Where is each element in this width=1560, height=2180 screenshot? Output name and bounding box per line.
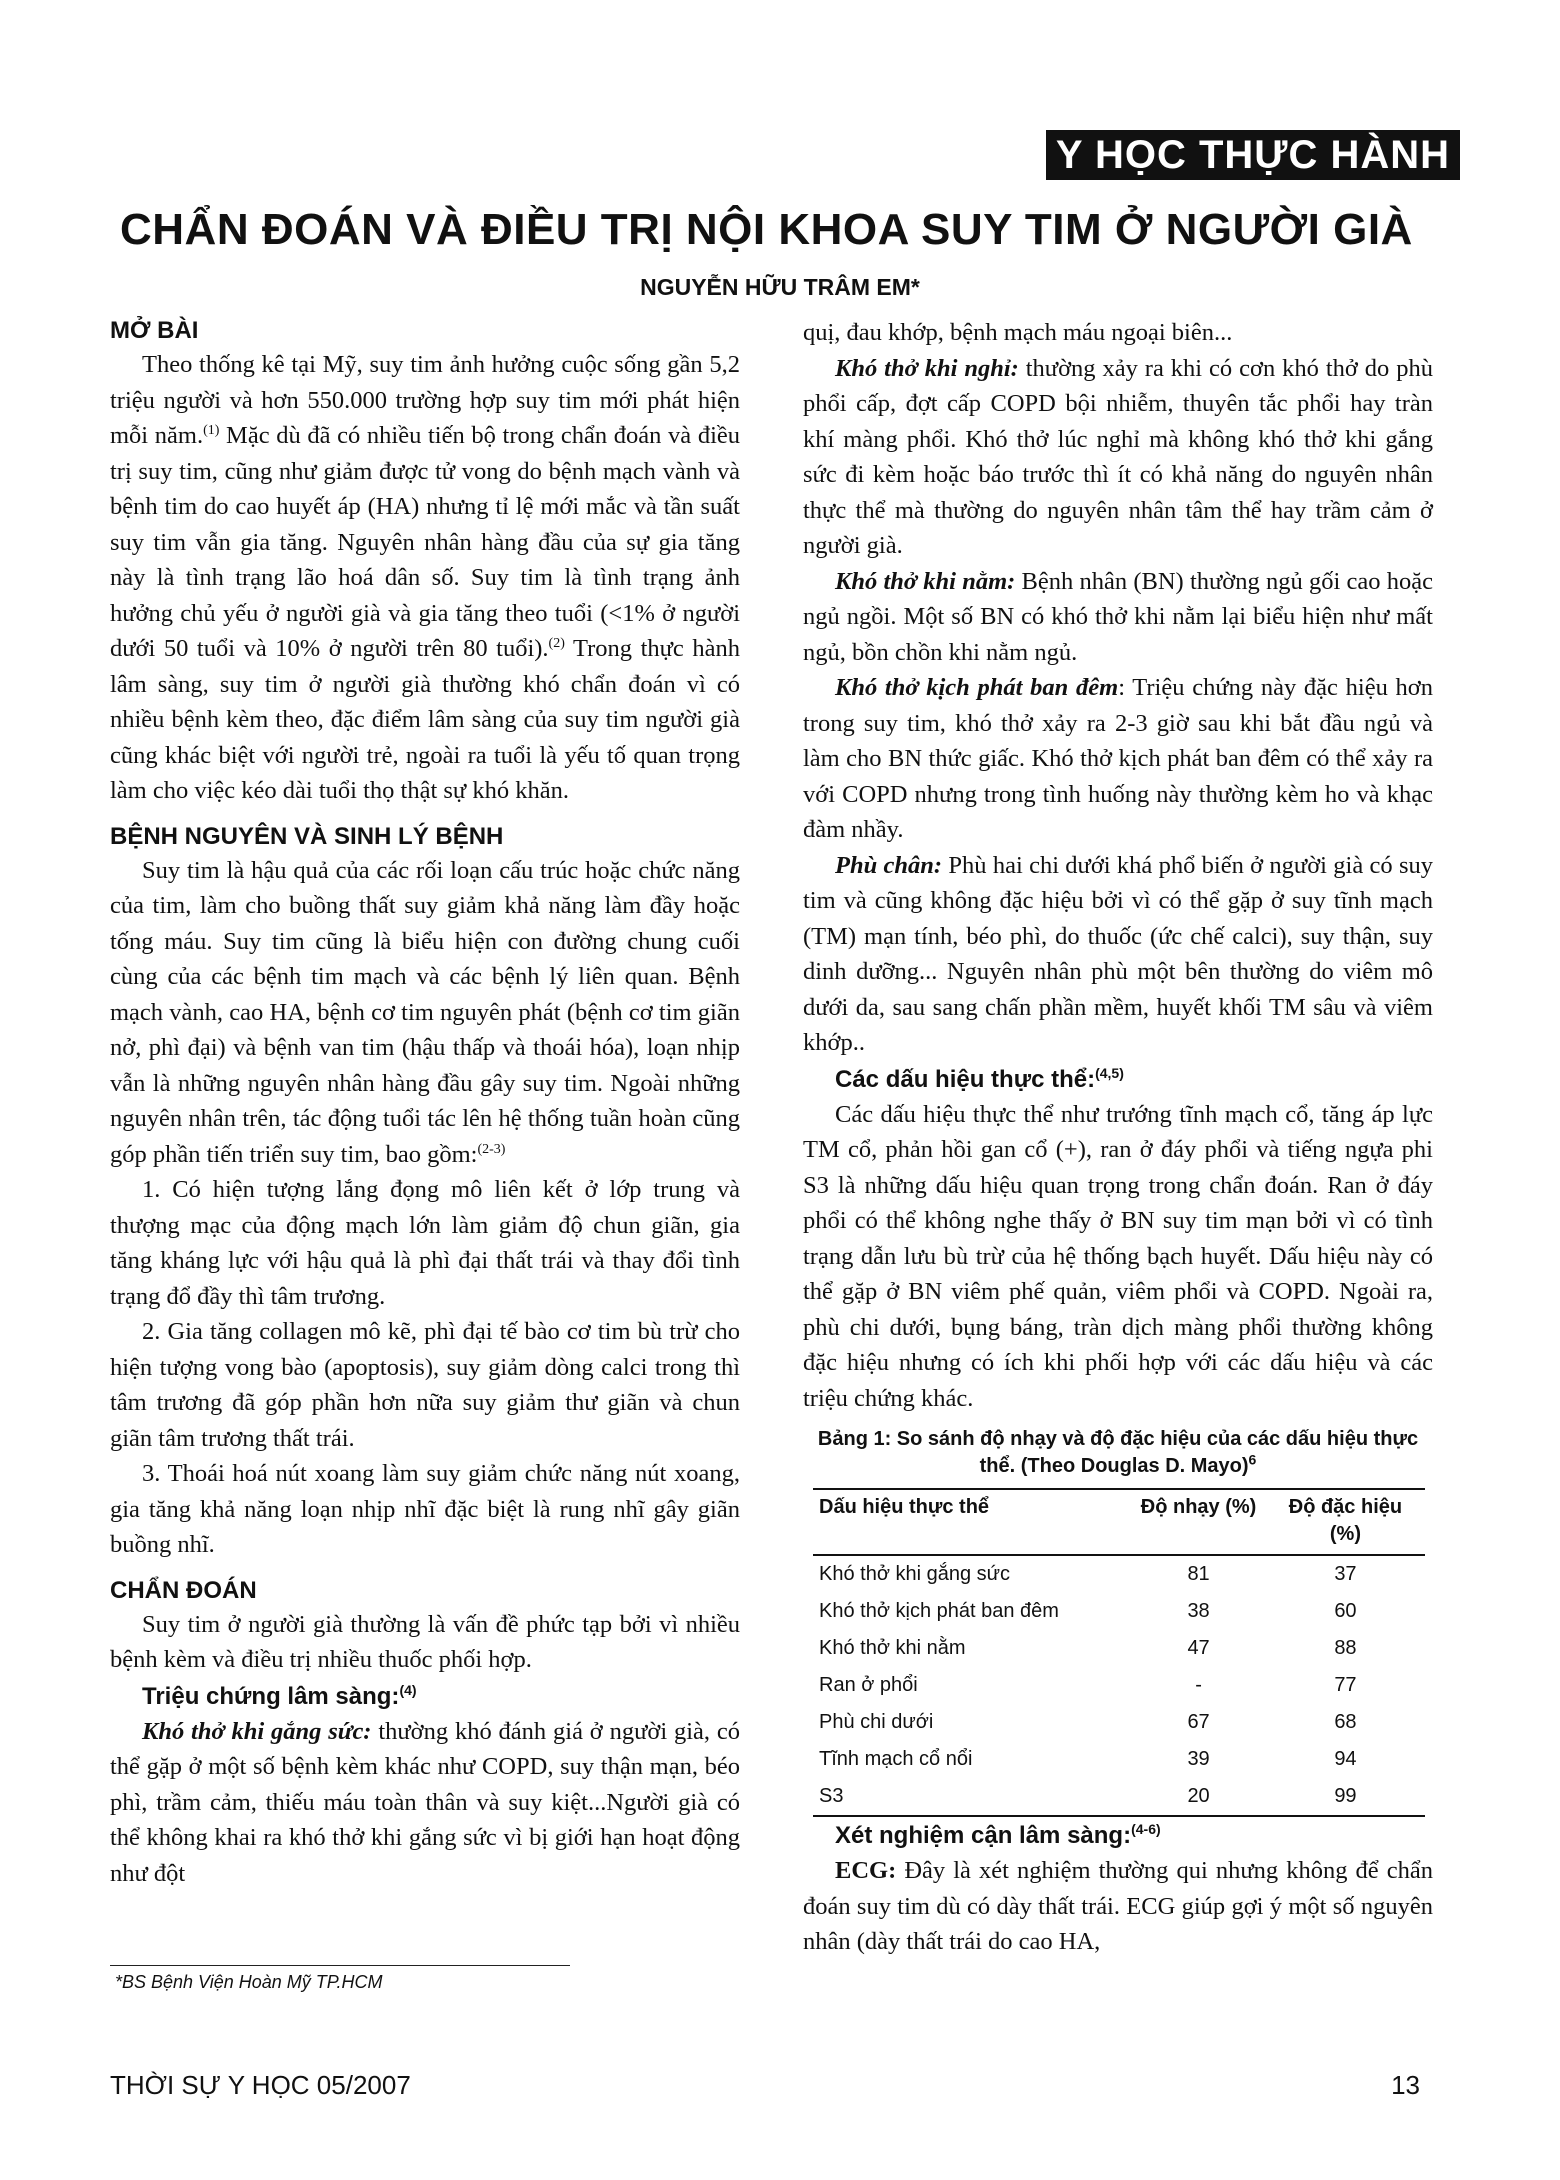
signs-table [813,1488,1425,1817]
term-exertion: Khó thở khi gắng sức: [142,1717,372,1745]
subheading-lab: Xét nghiệm cận lâm sàng:$^{(4-6)}$ [835,1821,1161,1849]
pnd-paragraph: Khó thở kịch phát ban đêm: Triệu chứng này đặc hiệu hơn trong suy tim, khó thở xảy ra 2-3 giờ sau khi bắt đầu ngủ và làm cho BN thức giấc. Khó thở kịch phát ban đêm có thể xảy ra với COPD nhưng trong tình huống này thường kèm ho và khạc đàm nhầy. [803,674,1433,843]
article-title: CHẨN ĐOÁN VÀ ĐIỀU TRỊ NỘI KHOA SUY TIM Ở NGƯỜI GIÀ [120,205,1413,254]
subheading-signs: Các dấu hiệu thực thể:$^{(4,5)}$ [835,1064,1124,1093]
rest-paragraph: Khó thở khi nghỉ: thường xảy ra khi có cơn khó thở do phù phổi cấp, đợt cấp COPD bội nhiễm, thuyên tắc phổi hay tràn khí màng phổi. Khó thở lúc nghỉ mà không khó thở khi gắng sức đi kèm hoặc báo trước thì ít có khả năng do nguyên nhân thực thể mà thường do nguyên nhân tâm thể hay trầm cảm ở người già. [803,354,1433,559]
table-row: S3 20 99 [813,1778,1425,1816]
table-row: Khó thở khi nằm 47 88 [819,1637,1357,1659]
heading-etiology: BỆNH NGUYÊN VÀ SINH LÝ BỆNH [110,822,504,850]
left-column [110,315,740,1891]
exertion-paragraph: Khó thở khi gắng sức: thường khó đánh giá ở người già, có thể gặp ở một số bệnh kèm khác như COPD, suy thận mạn, béo phì, trầm cảm, thiếu máu toàn thân và suy kiệt...Người già có thể không khai ra khó thở khi gắng sức vì bị giới hạn hoạt động như đột [110,1717,740,1887]
ref-1: (1) [203,422,220,438]
signs-paragraph: Các dấu hiệu thực thể như trướng tĩnh mạch cổ, tăng áp lực TM cổ, phản hồi gan cổ (+), ran ở đáy phổi và tiếng ngựa phi S3 là những dấu hiệu quan trọng trong chẩn đoán. Ran ở đáy phổi có thể không nghe thấy ở BN suy tim mạn bởi vì có tình trạng dẫn lưu bù trừ của hệ thống bạch huyết. Dấu hiệu này có thể gặp ở BN viêm phế quản, viêm phổi và COPD. Ngoài ra, phù chi dưới, bụng báng, tràn dịch màng phổi thường không đặc hiệu nhưng có ích khi phối hợp với các dấu hiệu và các triệu chứng khác. [803,1100,1433,1412]
heading-intro: MỞ BÀI [110,317,199,344]
heading-diagnosis: CHẨN ĐOÁN [110,1576,257,1604]
subheading-symptoms: Triệu chứng lâm sàng:$^{(4)}$ [142,1681,417,1710]
table-caption: Bảng 1: So sánh độ nhạy và độ đặc hiệu của các dấu hiệu thực thể. (Theo Douglas D. Mayo)$^6$ [817,1428,1419,1477]
ref-2-3: (2-3) [477,1141,506,1157]
right-column [803,315,1433,1960]
ecg-paragraph: ECG: Đây là xét nghiệm thường qui nhưng không để chẩn đoán suy tim dù có dày thất trái. ECG giúp gợi ý một số nguyên nhân (dày thất trái do cao HA, [803,1857,1433,1955]
etiology-item-2: 2. Gia tăng collagen mô kẽ, phì đại tế bào cơ tim bù trừ cho hiện tượng vong bào (apoptosis), suy giảm dòng calci trong thì tâm trương đã góp phần hơn nữa suy giảm thư giãn và chun giãn tâm trương thất trái. [110,1318,740,1452]
author-byline: NGUYỄN HỮU TRÂM EM* [640,274,920,300]
etiology-item-1: 1. Có hiện tượng lắng đọng mô liên kết ở lớp trung và thượng mạc của động mạch lớn làm giảm độ chun giãn, gia tăng kháng lực với hậu quả là phì đại thất trái và thay đổi tình trạng đổ đầy thì tâm trương. [110,1176,740,1310]
journal-footer: THỜI SỰ Y HỌC 05/2007 [110,2070,411,2100]
term-pnd: Khó thở kịch phát ban đêm [835,674,1119,701]
term-ecg: ECG: [835,1857,897,1884]
term-rest: Khó thở khi nghỉ: [835,354,1019,382]
etiology-paragraph: Suy tim là hậu quả của các rối loạn cấu trúc hoặc chức năng của tim, làm cho buồng thất suy giảm khả năng làm đầy hoặc tống máu. Suy tim cũng là biểu hiện con đường chung cuối cùng của các bệnh tim mạch và các bệnh lý liên quan. Bệnh mạch vành, cao HA, bệnh cơ tim nguyên phát (bệnh cơ tim giãn nở, phì đại) và bệnh van tim (hậu thấp và thoái hóa), loạn nhịp vẫn là những nguyên nhân hàng đầu gây suy tim. Ngoài những nguyên nhân trên, tác động tuổi tác lên hệ thống tuần hoàn cũng góp phần tiến triển suy tim, bao gồm:$^{(2-3)}$ [110,856,740,1168]
col-header-sign: Dấu hiệu thực thể [813,1489,1131,1555]
edema-paragraph: Phù chân: Phù hai chi dưới khá phổ biến ở người già có suy tim và cũng không đặc hiệu bởi vì có thể gặp ở suy tĩnh mạch (TM) mạn tính, béo phì, do thuốc (ức chế calci), suy thận, suy dinh dưỡng... Nguyên nhân phù một bên thường do viêm mô dưới da, sau sang chấn phần mềm, huyết khối TM sâu và viêm khớp.. [803,851,1433,1056]
page-number: 13 [1391,2070,1420,2100]
table-row: Khó thở khi gắng sức 81 37 [819,1563,1357,1585]
continued-paragraph: quị, đau khớp, bệnh mạch máu ngoại biên... [803,319,1233,346]
footnote: *BS Bệnh Viện Hoàn Mỹ TP.HCM [115,1972,383,1992]
table-row: Phù chi dưới 67 68 [819,1711,1357,1733]
table-row: Ran ở phổi - 77 [819,1674,1357,1696]
table-row: Khó thở kịch phát ban đêm 38 60 [819,1600,1357,1622]
intro-paragraph: Theo thống kê tại Mỹ, suy tim ảnh hưởng cuộc sống gần 5,2 triệu người và hơn 550.000 trường hợp suy tim mới phát hiện mỗi năm.$^{(1)}$ Mặc dù đã có nhiều tiến bộ trong chẩn đoán và điều trị suy tim, cũng như giảm được tử vong do bệnh mạch vành và bệnh tim do cao huyết áp (HA) nhưng tỉ lệ mới mắc và tần suất suy tim vẫn gia tăng. Nguyên nhân hàng đầu của sự gia tăng này là tình trạng lão hoá dân số. Suy tim là tình trạng ảnh hưởng chủ yếu ở người già và gia tăng theo tuổi (<1% ở người dưới 50 tuổi và 10% ở người trên 80 tuổi).$^{(2)}$ Trong thực hành lâm sàng, suy tim ở người già thường khó chẩn đoán vì có nhiều bệnh kèm theo, đặc điểm lâm sàng của suy tim người già cũng khác biệt với người trẻ, ngoài ra tuổi là yếu tố quan trọng làm cho việc kéo dài tuổi thọ thật sự khó khăn. [110,351,740,804]
section-tag: Y HỌC THỰC HÀNH [1046,130,1460,180]
etiology-item-3: 3. Thoái hoá nút xoang làm suy giảm chức năng nút xoang, gia tăng khả năng loạn nhịp nhĩ đặc biệt là rung nhĩ gây giãn buồng nhĩ. [110,1460,740,1558]
col-header-specificity: Độ đặc hiệu (%) [1266,1489,1425,1555]
lying-paragraph: Khó thở khi nằm: Bệnh nhân (BN) thường ngủ gối cao hoặc ngủ ngồi. Một số BN có khó thở khi nằm lại biểu hiện như mất ngủ, bồn chồn khi nằm ngủ. [803,567,1433,666]
diagnosis-paragraph: Suy tim ở người già thường là vấn đề phức tạp bởi vì nhiều bệnh kèm và điều trị nhiều thuốc phối hợp. [110,1610,740,1673]
table-row: Tĩnh mạch cổ nổi 39 94 [819,1748,1357,1770]
term-edema: Phù chân: [835,851,943,879]
term-lying: Khó thở khi nằm: [835,567,1016,595]
ref-2: (2) [548,635,565,651]
table-header-row [813,1489,1425,1555]
col-header-sensitivity: Độ nhạy (%) [1131,1489,1266,1555]
footnote-rule [110,1965,570,1966]
